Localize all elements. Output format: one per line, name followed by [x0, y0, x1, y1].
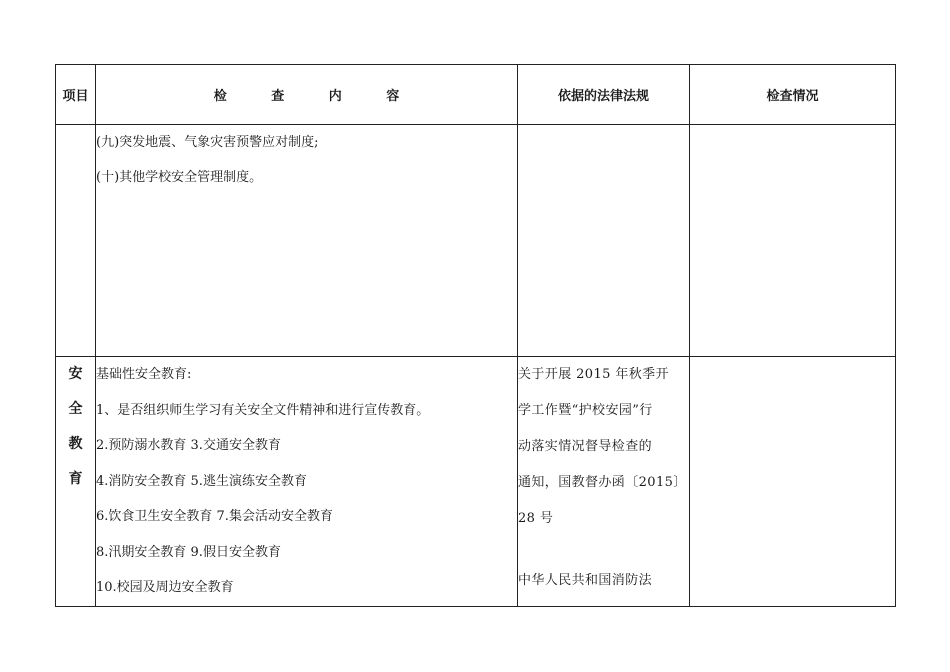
header-item: 项目 — [56, 65, 96, 125]
content-line: (九)突发地震、气象灾害预警应对制度; — [96, 135, 319, 150]
row2-law-cell — [518, 357, 690, 607]
content-line: 6.饮食卫生安全教育 7.集会活动安全教育 — [96, 509, 333, 524]
category-char: 教 — [68, 436, 83, 452]
category-char: 安 — [68, 366, 83, 382]
law-line: 通知，国教督办函〔2015〕 — [518, 475, 687, 490]
header-law: 依据的法律法规 — [518, 65, 690, 125]
category-cell — [56, 357, 96, 607]
law-line: 学工作暨“护校安园”行 — [518, 403, 653, 418]
header-status: 检查情况 — [690, 65, 896, 125]
content-line: 2.预防溺水教育 3.交通安全教育 — [96, 438, 281, 453]
row1-law-cell — [518, 125, 690, 357]
content-line: 基础性安全教育: — [96, 367, 192, 382]
category-char: 全 — [68, 401, 83, 417]
row2-status-cell — [690, 357, 896, 607]
law-spacer — [518, 537, 689, 563]
law-line: 28 号 — [518, 511, 554, 526]
inspection-table — [55, 64, 896, 607]
category-char: 育 — [68, 471, 83, 487]
content-line: 4.消防安全教育 5.逃生演练安全教育 — [96, 473, 307, 489]
content-line: 1、是否组织师生学习有关安全文件精神和进行宣传教育。 — [96, 402, 430, 418]
law-line: 关于开展 2015 年秋季开 — [518, 367, 669, 382]
row1-item-cell — [56, 125, 96, 357]
content-line: 8.汛期安全教育 9.假日安全教育 — [96, 544, 281, 560]
header-content: 检 查 内 容 — [96, 65, 518, 125]
row1-status-cell — [690, 125, 896, 357]
row1-content-cell — [96, 125, 518, 357]
content-line: (十)其他学校安全管理制度。 — [96, 170, 263, 185]
table-row — [56, 125, 896, 357]
law-line: 动落实情况督导检查的 — [518, 439, 653, 454]
content-line: 10.校园及周边安全教育 — [96, 580, 234, 595]
header-row — [56, 65, 896, 125]
law-footer: 中华人民共和国消防法 — [518, 573, 653, 588]
table-row — [56, 357, 896, 607]
row2-content-cell — [96, 357, 518, 607]
